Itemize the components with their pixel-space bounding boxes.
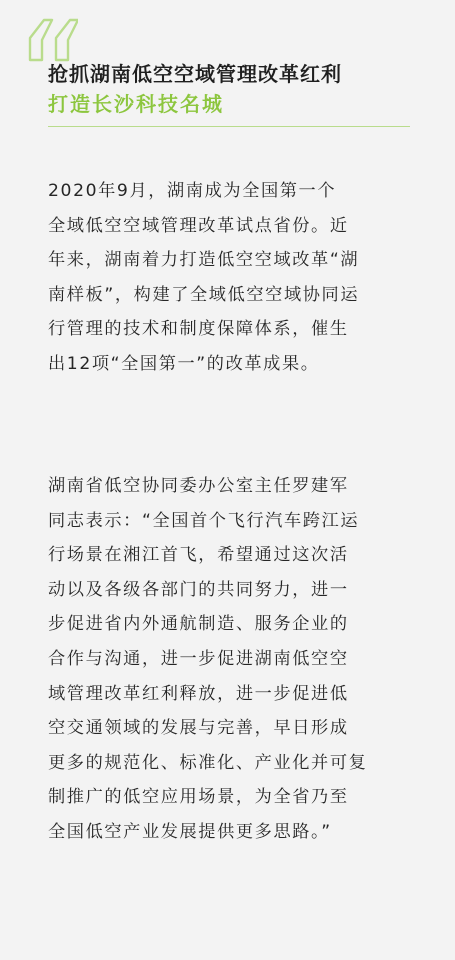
heading-subtitle: 打造长沙科技名城 [48, 92, 224, 116]
paragraph-line: 同志表示：“全国首个飞行汽车跨江运 [48, 510, 360, 531]
paragraph-line: 动以及各级各部门的共同努力，进一 [48, 579, 349, 600]
paragraph-line: 步促进省内外通航制造、服务企业的 [48, 614, 349, 635]
paragraph-line: 空交通领域的发展与完善，早日形成 [48, 718, 349, 739]
paragraph-1 [48, 174, 410, 382]
heading-divider [48, 126, 410, 127]
paragraph-line: 更多的规范化、标准化、产业化并可复 [48, 752, 368, 773]
paragraph-line: 2020年9月，湖南成为全国第一个 [48, 181, 337, 201]
paragraph-2 [48, 469, 410, 850]
paragraph-line: 行场景在湘江首飞，希望通过这次活 [48, 545, 349, 566]
paragraph-line: 全国低空产业发展提供更多思路。” [48, 821, 332, 842]
paragraph-line: 制推广的低空应用场景，为全省乃至 [48, 787, 349, 808]
paragraph-line: 全域低空空域管理改革试点省份。近 [48, 215, 349, 236]
paragraph-line: 合作与沟通，进一步促进湖南低空空 [48, 648, 349, 669]
paragraph-line: 出12项“全国第一”的改革成果。 [48, 353, 320, 374]
heading-title: 抢抓湖南低空空域管理改革红利 [48, 62, 342, 86]
double-quote-icon [20, 18, 78, 64]
paragraph-line: 湖南省低空协同委办公室主任罗建军 [48, 476, 349, 496]
paragraph-line: 年来，湖南着力打造低空空域改革“湖 [48, 250, 360, 271]
paragraph-line: 域管理改革红利释放，进一步促进低 [48, 683, 349, 704]
paragraph-line: 行管理的技术和制度保障体系，催生 [48, 319, 349, 340]
paragraph-line: 南样板”，构建了全域低空空域协同运 [48, 284, 360, 305]
article-heading [48, 60, 438, 118]
